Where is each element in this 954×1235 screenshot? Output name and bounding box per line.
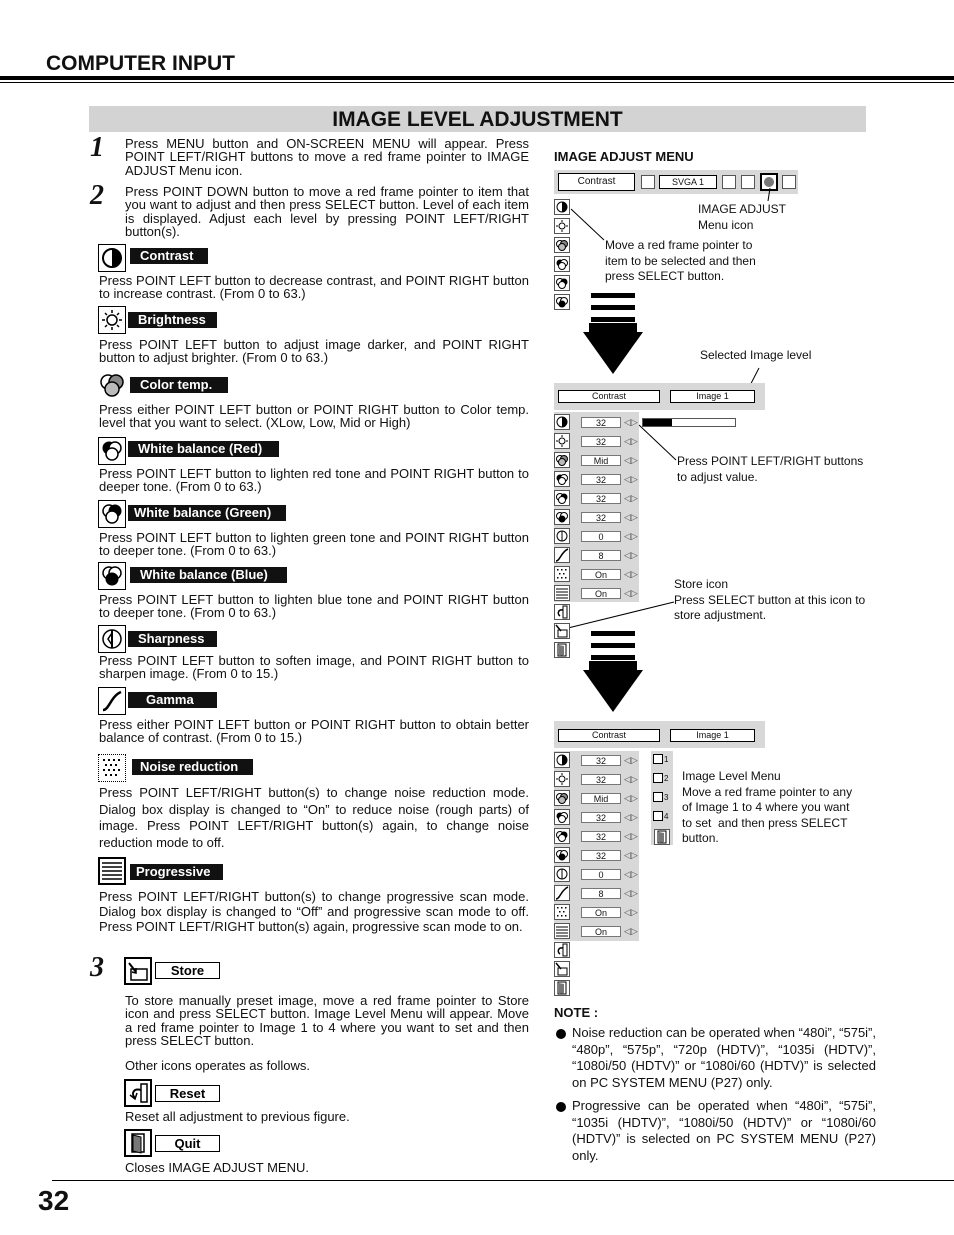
menu-item-box: Contrast bbox=[558, 173, 635, 191]
contrast-icon bbox=[98, 244, 126, 272]
level-value: On bbox=[581, 569, 621, 580]
left-right-arrows-icon: ◁▷ bbox=[624, 474, 638, 484]
callout-selected-level: Selected Image level bbox=[700, 348, 812, 362]
quit-label: Quit bbox=[155, 1135, 220, 1152]
store-label: Store bbox=[155, 962, 220, 979]
callout-move-pointer: Move a red frame pointer to item to be selected and then press SELECT button. bbox=[605, 238, 756, 283]
item-description: Press POINT LEFT/RIGHT button(s) to change noise reduction mode. Dialog box display is changed to “On” to reduce noise (rough parts) of image. Press POINT LEFT/RIGHT button(s) again, to change noise reduction mode to off. bbox=[99, 785, 529, 850]
value-column bbox=[554, 752, 639, 996]
item-label: White balance (Green) bbox=[128, 505, 286, 521]
other-icons-text: Other icons operates as follows. bbox=[125, 1058, 310, 1073]
reset-label: Reset bbox=[155, 1085, 220, 1102]
item-label: White balance (Red) bbox=[128, 441, 279, 457]
progressive-icon bbox=[554, 923, 570, 939]
arrow-bar bbox=[591, 643, 635, 648]
item-label: Gamma bbox=[128, 692, 217, 708]
level-value: 32 bbox=[581, 493, 621, 504]
quit-icon bbox=[554, 642, 570, 658]
down-arrow-icon bbox=[583, 332, 643, 374]
left-right-arrows-icon: ◁▷ bbox=[624, 793, 638, 803]
note-title: NOTE : bbox=[554, 1005, 599, 1020]
callout-store: Store icon Press SELECT button at this icon to store adjustment. bbox=[674, 577, 866, 622]
step-number: 1 bbox=[90, 132, 104, 163]
left-right-arrows-icon: ◁▷ bbox=[624, 888, 638, 898]
noise-reduction-icon bbox=[554, 566, 570, 582]
level-value: 0 bbox=[581, 531, 621, 542]
item-description: Press POINT LEFT/RIGHT button(s) to change progressive scan mode. Dialog box display is changed to “Off” and progressive scan mode to off. Press POINT LEFT/RIGHT button(s) again, progressive scan mode to on. bbox=[99, 889, 529, 934]
item-description: Press POINT LEFT button to decrease contrast, and POINT RIGHT button to increase contrast. (From 0 to 63.) bbox=[99, 273, 529, 302]
gamma-icon bbox=[554, 547, 570, 563]
level-value: 32 bbox=[581, 812, 621, 823]
step-text: Press POINT DOWN button to move a red frame pointer to item that you want to adjust and then press SELECT button. Level of each item is displayed. Adjust each level by pressing POINT LEFT/RIGHT button(s). bbox=[125, 184, 529, 240]
level-value: 32 bbox=[581, 831, 621, 842]
image-level-box: Image 1 bbox=[670, 729, 755, 742]
image-level-box: Image 1 bbox=[670, 390, 755, 403]
left-right-arrows-icon: ◁▷ bbox=[624, 512, 638, 522]
white-balance-red-icon bbox=[554, 471, 570, 487]
callout-menu-icon: IMAGE ADJUST Menu icon bbox=[698, 202, 787, 232]
item-label: Color temp. bbox=[130, 377, 228, 393]
color-temp-icon bbox=[554, 790, 570, 806]
menu-title: IMAGE ADJUST MENU bbox=[554, 149, 694, 164]
arrow-bar bbox=[591, 317, 635, 322]
item-description: Press either POINT LEFT button or POINT RIGHT button to obtain better balance of contrast. (From 0 to 15.) bbox=[99, 717, 529, 746]
white-balance-blue-icon bbox=[554, 509, 570, 525]
left-right-arrows-icon: ◁▷ bbox=[624, 755, 638, 765]
white-balance-red-icon bbox=[98, 437, 126, 465]
left-right-arrows-icon: ◁▷ bbox=[624, 850, 638, 860]
quit-icon bbox=[654, 829, 670, 845]
brightness-icon bbox=[554, 771, 570, 787]
store-icon bbox=[124, 957, 152, 985]
level-slider-fill bbox=[643, 419, 672, 426]
level-value: On bbox=[581, 588, 621, 599]
progressive-icon bbox=[98, 857, 126, 885]
left-right-arrows-icon: ◁▷ bbox=[624, 907, 638, 917]
left-right-arrows-icon: ◁▷ bbox=[624, 436, 638, 446]
noise-reduction-icon bbox=[554, 904, 570, 920]
level-value: On bbox=[581, 907, 621, 918]
item-description: Press POINT LEFT button to lighten red tone and POINT RIGHT button to deeper tone. (From 0 to 63.) bbox=[99, 466, 529, 495]
color-temp-icon bbox=[554, 452, 570, 468]
image-level-menu bbox=[651, 751, 673, 845]
step-number: 3 bbox=[90, 952, 104, 983]
left-right-arrows-icon: ◁▷ bbox=[624, 869, 638, 879]
gamma-icon bbox=[98, 687, 126, 715]
menu-item-box: Contrast bbox=[558, 729, 660, 742]
source-box: SVGA 1 bbox=[659, 175, 717, 189]
white-balance-blue-icon bbox=[554, 847, 570, 863]
left-right-arrows-icon: ◁▷ bbox=[624, 531, 638, 541]
contrast-icon bbox=[554, 752, 570, 768]
image-level-item: 1 bbox=[653, 754, 668, 764]
brightness-icon bbox=[98, 306, 126, 334]
item-description: Press POINT LEFT button to soften image, and POINT RIGHT button to sharpen image. (From 0 to 15.) bbox=[99, 653, 529, 682]
white-balance-green-icon bbox=[98, 500, 126, 528]
page-number: 32 bbox=[38, 1185, 70, 1216]
left-right-arrows-icon: ◁▷ bbox=[624, 550, 638, 560]
left-right-arrows-icon: ◁▷ bbox=[624, 455, 638, 465]
arrow-bar bbox=[591, 655, 635, 660]
sharpness-icon bbox=[554, 866, 570, 882]
level-value: On bbox=[581, 926, 621, 937]
level-value: 32 bbox=[581, 755, 621, 766]
left-right-arrows-icon: ◁▷ bbox=[624, 569, 638, 579]
item-description: Press either POINT LEFT button or POINT RIGHT button to Color temp. level that you want to select. (XLow, Low, Mid or High) bbox=[99, 402, 529, 431]
level-value: 8 bbox=[581, 888, 621, 899]
left-right-arrows-icon: ◁▷ bbox=[624, 812, 638, 822]
level-value: 0 bbox=[581, 869, 621, 880]
callout-level-menu: Image Level Menu Move a red frame pointer to any of Image 1 to 4 where you want to set and then press SELECT button. bbox=[682, 769, 853, 845]
arrow-bar bbox=[591, 293, 635, 298]
item-label: Noise reduction bbox=[132, 759, 253, 775]
level-value: 32 bbox=[581, 512, 621, 523]
level-value: 32 bbox=[581, 417, 621, 428]
reset-icon bbox=[124, 1079, 152, 1107]
quit-icon bbox=[554, 980, 570, 996]
menu-item-box: Contrast bbox=[558, 390, 660, 403]
item-label: Progressive bbox=[130, 864, 223, 880]
left-right-arrows-icon: ◁▷ bbox=[624, 588, 638, 598]
image-level-item: 2 bbox=[653, 773, 668, 783]
left-right-arrows-icon: ◁▷ bbox=[624, 831, 638, 841]
level-value: 32 bbox=[581, 850, 621, 861]
footer-rule bbox=[52, 1180, 954, 1181]
header-rule bbox=[0, 76, 954, 80]
item-label: Contrast bbox=[130, 248, 208, 264]
note-text: Progressive can be operated when “480i”, “575i”, “1035i (HDTV)”, “1080i/50 (HDTV)” or “1080i/60 (HDTV)” is selected on PC SYSTEM MENU (P27) only. bbox=[572, 1098, 876, 1163]
left-right-arrows-icon: ◁▷ bbox=[624, 926, 638, 936]
level-value: Mid bbox=[581, 793, 621, 804]
value-column bbox=[554, 414, 639, 658]
item-description: Press POINT LEFT button to lighten blue tone and POINT RIGHT button to deeper tone. (From 0 to 63.) bbox=[99, 592, 529, 621]
reset-description: Reset all adjustment to previous figure. bbox=[125, 1109, 350, 1124]
item-label: Brightness bbox=[128, 312, 217, 328]
contrast-icon bbox=[554, 414, 570, 430]
item-label: Sharpness bbox=[128, 631, 217, 647]
level-value: 32 bbox=[581, 774, 621, 785]
store-icon bbox=[554, 961, 570, 977]
image-level-item: 3 bbox=[653, 792, 668, 802]
white-balance-green-icon bbox=[554, 828, 570, 844]
level-value: Mid bbox=[581, 455, 621, 466]
reset-icon bbox=[554, 604, 570, 620]
callout-adjust: Press POINT LEFT/RIGHT buttons to adjust value. bbox=[677, 454, 864, 484]
left-right-arrows-icon: ◁▷ bbox=[624, 417, 638, 427]
level-value: 32 bbox=[581, 436, 621, 447]
step-text: Press MENU button and ON-SCREEN MENU will appear. Press POINT LEFT/RIGHT buttons to move a red frame pointer to IMAGE ADJUST Menu icon. bbox=[125, 136, 529, 178]
gamma-icon bbox=[554, 885, 570, 901]
progressive-icon bbox=[554, 585, 570, 601]
quit-icon bbox=[124, 1129, 152, 1157]
left-right-arrows-icon: ◁▷ bbox=[624, 493, 638, 503]
color-temp-icon bbox=[98, 371, 126, 399]
image-level-item: 4 bbox=[653, 811, 668, 821]
sharpness-icon bbox=[98, 625, 126, 653]
bullet bbox=[556, 1102, 566, 1112]
arrow-bar bbox=[591, 305, 635, 310]
level-slider bbox=[642, 418, 736, 427]
white-balance-green-icon bbox=[554, 490, 570, 506]
section-title: COMPUTER INPUT bbox=[46, 52, 235, 75]
step-number: 2 bbox=[90, 180, 104, 211]
brightness-icon bbox=[554, 433, 570, 449]
sharpness-icon bbox=[554, 528, 570, 544]
store-icon bbox=[554, 623, 570, 639]
noise-reduction-icon bbox=[98, 754, 126, 782]
level-value: 32 bbox=[581, 474, 621, 485]
white-balance-blue-icon bbox=[98, 562, 126, 590]
header-rule-thin bbox=[0, 82, 954, 83]
level-value: 8 bbox=[581, 550, 621, 561]
item-label: White balance (Blue) bbox=[130, 567, 287, 583]
reset-icon bbox=[554, 942, 570, 958]
down-arrow-icon bbox=[583, 670, 643, 712]
page-title: IMAGE LEVEL ADJUSTMENT bbox=[89, 106, 866, 132]
bullet bbox=[556, 1029, 566, 1039]
white-balance-red-icon bbox=[554, 809, 570, 825]
note-text: Noise reduction can be operated when “480i”, “575i”, “480p”, “575p”, “720p (HDTV)”, “1035i (HDTV)”, “1080i/50 (HDTV)” or “1080i/60 (HDTV)” is selected on PC SYSTEM MENU (P27) only. bbox=[572, 1025, 876, 1090]
left-right-arrows-icon: ◁▷ bbox=[624, 774, 638, 784]
item-description: Press POINT LEFT button to adjust image darker, and POINT RIGHT button to adjust brighter. (From 0 to 63.) bbox=[99, 337, 529, 366]
arrow-bar bbox=[591, 631, 635, 636]
store-description: To store manually preset image, move a red frame pointer to Store icon and press SELECT button. Image Level Menu will appear. Move a red frame pointer to Image 1 to 4 where you want to set and then press SELECT button. bbox=[125, 993, 529, 1049]
item-description: Press POINT LEFT button to lighten green tone and POINT RIGHT button to deeper tone. (From 0 to 63.) bbox=[99, 530, 529, 559]
quit-description: Closes IMAGE ADJUST MENU. bbox=[125, 1160, 309, 1175]
